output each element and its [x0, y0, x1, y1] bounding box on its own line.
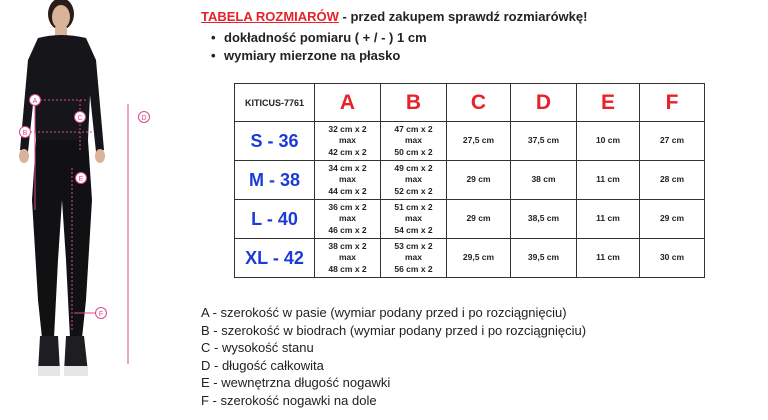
model-silhouette — [19, 0, 105, 376]
svg-text:F: F — [98, 311, 104, 318]
note-item: • wymiary mierzone na płasko — [211, 47, 427, 65]
column-header-b: B — [381, 84, 447, 122]
size-label: M - 38 — [235, 161, 315, 200]
model-code: KITICUS-7761 — [235, 84, 315, 122]
marker-b — [20, 127, 31, 138]
column-header-e: E — [577, 84, 640, 122]
cell-f: 27 cm — [640, 122, 705, 161]
table-header-row — [235, 84, 705, 122]
cell-b: 49 cm x 2 max 52 cm x 2 — [381, 161, 447, 200]
cell-a: 36 cm x 2 max 46 cm x 2 — [315, 200, 381, 239]
cell-f: 30 cm — [640, 239, 705, 278]
cell-b: 51 cm x 2 max 54 cm x 2 — [381, 200, 447, 239]
size-label: XL - 42 — [235, 239, 315, 278]
legend-item: A - szerokość w pasie (wymiar podany przed i po rozciągnięciu) — [201, 305, 567, 320]
column-header-f: F — [640, 84, 705, 122]
measurement-legend — [201, 304, 586, 410]
cell-a: 38 cm x 2 max 48 cm x 2 — [315, 239, 381, 278]
notes-list — [211, 29, 427, 65]
cell-e: 11 cm — [577, 161, 640, 200]
marker-f — [96, 308, 107, 319]
cell-d: 38,5 cm — [511, 200, 577, 239]
cell-d: 38 cm — [511, 161, 577, 200]
table-row — [235, 122, 705, 161]
cell-b: 47 cm x 2 max 50 cm x 2 — [381, 122, 447, 161]
cell-c: 27,5 cm — [447, 122, 511, 161]
legend-item: E - wewnętrzna długość nogawki — [201, 375, 391, 391]
cell-c: 29,5 cm — [447, 239, 511, 278]
size-label: S - 36 — [235, 122, 315, 161]
page-title — [201, 9, 587, 24]
svg-text:E: E — [78, 176, 84, 183]
size-label: L - 40 — [235, 200, 315, 239]
title-highlight: TABELA ROZMIARÓW — [201, 9, 339, 24]
marker-d — [139, 112, 150, 123]
legend-item: B - szerokość w biodrach (wymiar podany przed i po rozciągnięciu) — [201, 322, 587, 338]
cell-c: 29 cm — [447, 161, 511, 200]
svg-text:A: A — [32, 98, 38, 105]
cell-e: 11 cm — [577, 200, 640, 239]
marker-a — [30, 95, 41, 106]
cell-e: 11 cm — [577, 239, 640, 278]
svg-text:B: B — [22, 130, 28, 137]
table-row — [235, 200, 705, 239]
svg-text:D: D — [141, 115, 147, 122]
cell-a: 34 cm x 2 max 44 cm x 2 — [315, 161, 381, 200]
legend-item: F - szerokość nogawki na dole — [201, 392, 377, 408]
note-item: • dokładność pomiaru ( + / - ) 1 cm — [211, 29, 427, 47]
marker-c — [75, 112, 86, 123]
table-row — [235, 239, 705, 278]
table-row — [235, 161, 705, 200]
cell-a: 32 cm x 2 max 42 cm x 2 — [315, 122, 381, 161]
cell-f: 29 cm — [640, 200, 705, 239]
cell-b: 53 cm x 2 max 56 cm x 2 — [381, 239, 447, 278]
column-header-c: C — [447, 84, 511, 122]
column-header-d: D — [511, 84, 577, 122]
legend-item: D - długość całkowita — [201, 357, 324, 373]
cell-c: 29 cm — [447, 200, 511, 239]
model-figure — [0, 0, 175, 420]
legend-item: C - wysokość stanu — [201, 340, 314, 356]
marker-e — [76, 173, 87, 184]
size-table — [234, 83, 705, 278]
svg-text:C: C — [77, 115, 83, 122]
cell-f: 28 cm — [640, 161, 705, 200]
column-header-a: A — [315, 84, 381, 122]
cell-e: 10 cm — [577, 122, 640, 161]
cell-d: 39,5 cm — [511, 239, 577, 278]
cell-d: 37,5 cm — [511, 122, 577, 161]
title-rest: - przed zakupem sprawdź rozmiarówkę! — [338, 9, 588, 24]
